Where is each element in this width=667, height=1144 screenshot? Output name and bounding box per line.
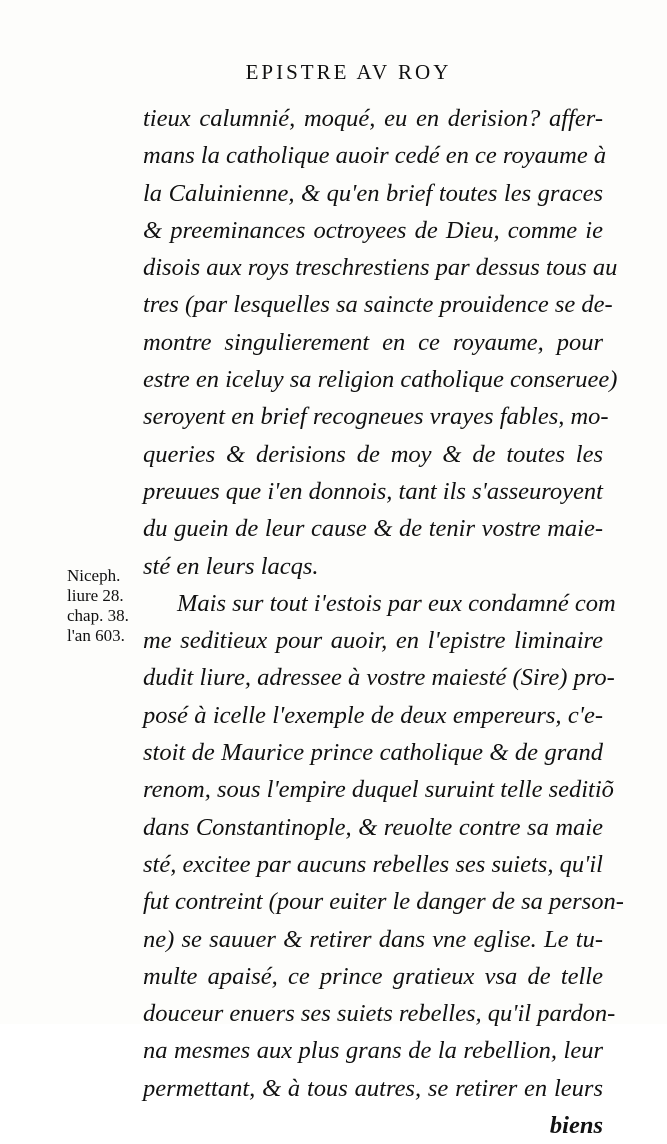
- text-line: me seditieux pour auoir, en l'epistre liminaire: [143, 627, 603, 655]
- text-line: multe apaisé, ce prince gratieux vsa de telle: [143, 962, 603, 990]
- text-line: montre singulierement en ce royaume, pour: [143, 328, 603, 356]
- running-title: EPISTRE AV ROY: [245, 60, 452, 84]
- text-line: ne) se sauuer & retirer dans vne eglise. Le tu-: [143, 925, 603, 953]
- catchword: biens: [549, 1112, 603, 1140]
- text-line: tres (par lesquelles sa saincte prouidence se de-: [143, 291, 613, 319]
- body-text: [143, 100, 624, 1144]
- paragraph-start-line: Mais sur tout i'estois par eux condamné com: [177, 589, 616, 617]
- text-line: na mesmes aux plus grans de la rebellion, leur: [143, 1037, 603, 1065]
- text-line: mans la catholique auoir cedé en ce royaume à: [143, 142, 607, 170]
- text-line: queries & derisions de moy & de toutes les: [143, 440, 603, 468]
- text-line: fut contreint (pour euiter le danger de sa person-: [143, 888, 624, 916]
- text-line: renom, sous l'empire duquel suruint telle seditiõ: [143, 776, 614, 804]
- paragraph-end-line: sté en leurs lacqs.: [143, 552, 319, 580]
- text-line: la Caluinienne, & qu'en brief toutes les graces: [143, 179, 603, 207]
- text-line: tieux calumnié, moqué, eu en derision? affer-: [143, 105, 603, 132]
- text-line: dudit liure, adressee à vostre maiesté (Sire) pro-: [143, 664, 615, 692]
- text-line: & preeminances octroyees de Dieu, comme ie: [143, 216, 603, 244]
- margin-note: [67, 566, 147, 646]
- text-line: stoit de Maurice prince catholique & de grand: [143, 739, 603, 767]
- text-line: dans Constantinople, & reuolte contre sa maie: [143, 813, 603, 841]
- text-line: posé à icelle l'exemple de deux empereurs, c'e-: [143, 701, 603, 729]
- text-line: seroyent en brief recogneues vrayes fables, mo-: [143, 403, 609, 431]
- text-line: permettant, & à tous autres, se retirer en leurs: [143, 1074, 603, 1102]
- text-line: douceur enuers ses suiets rebelles, qu'il pardon-: [143, 1000, 616, 1028]
- margin-note-line: liure 28.: [67, 586, 124, 605]
- text-line: disois aux roys treschrestiens par dessus tous au: [143, 254, 618, 282]
- text-line: preuues que i'en donnois, tant ils s'asseuroyent: [143, 477, 603, 505]
- margin-note-line: l'an 603.: [67, 626, 125, 645]
- margin-note-line: Niceph.: [67, 566, 121, 585]
- text-line: sté, excitee par aucuns rebelles ses suiets, qu'il: [143, 850, 603, 878]
- text-line: estre en iceluy sa religion catholique conseruee): [143, 366, 618, 394]
- margin-note-line: chap. 38.: [67, 606, 129, 625]
- text-line: du guein de leur cause & de tenir vostre maie-: [143, 515, 603, 543]
